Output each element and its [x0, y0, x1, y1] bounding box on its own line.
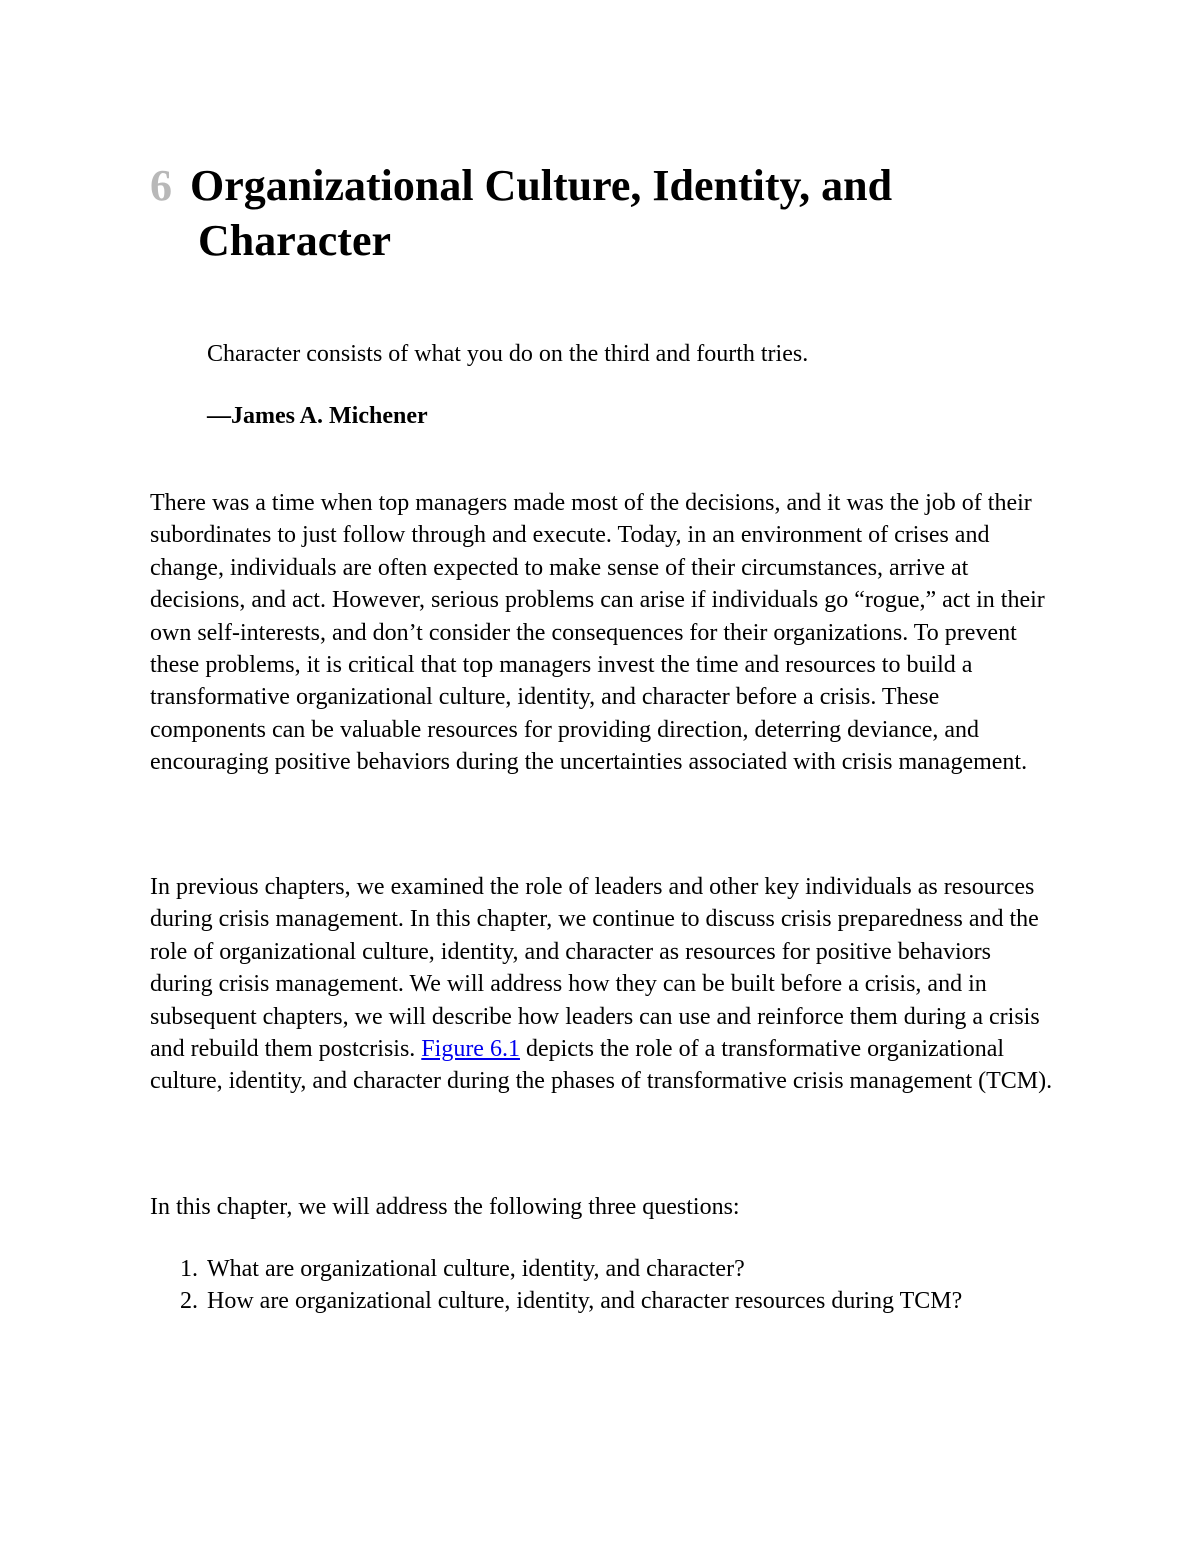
question-list [150, 1253, 1030, 1318]
chapter-title-line1: Organizational Culture, Identity, and [190, 161, 893, 210]
list-item-number: 2. [180, 1288, 198, 1315]
list-item [150, 1253, 1030, 1285]
paragraph-2-text-before-link: In previous chapters, we examined the role of leaders and other key individuals as resources during crisis management. In this chapter, we continue to discuss crisis preparedness and the role of organizational culture, identity, and character as resources for positive behaviors during crisis management. We will address how they can be built before a crisis, and in subsequent chapters, we will describe how leaders can use and reinforce them during a crisis and rebuild them postcrisis. [150, 874, 1040, 1063]
figure-6-1-link[interactable]: Figure 6.1 [421, 1036, 520, 1063]
list-item-text: What are organizational culture, identity, and character? [207, 1256, 745, 1282]
body-paragraph-2 [150, 871, 1055, 1098]
epigraph-quote: Character consists of what you do on the third and fourth tries. [207, 341, 809, 367]
chapter-heading [150, 158, 1050, 268]
list-item-number: 1. [180, 1256, 198, 1282]
list-item [150, 1285, 1030, 1317]
paragraph-2-text-after-link: depicts the role of a transformative organizational culture, identity, and character during the phases of transformative crisis management (TCM). [150, 1036, 1053, 1095]
body-paragraph-3: In this chapter, we will address the following three questions: [150, 1194, 740, 1220]
chapter-number: 6 [150, 161, 172, 210]
list-item-text: How are organizational culture, identity, and character resources during TCM? [207, 1288, 963, 1315]
chapter-title-line2: Character [198, 216, 392, 265]
body-paragraph-1: There was a time when top managers made most of the decisions, and it was the job of their subordinates to just follow through and execute. Today, in an environment of crises and change, individuals are often expected to make sense of their circumstances, arrive at decisions, and act. However, serious problems can arise if individuals go “rogue,” act in their own self-interests, and don’t consider the consequences for their organizations. To prevent these problems, it is critical that top managers invest the time and resources to build a transformative organizational culture, identity, and character before a crisis. These components can be valuable resources for providing direction, deterring deviance, and encouraging positive behaviors during the uncertainties associated with crisis management. [150, 490, 1045, 776]
epigraph-attribution: —James A. Michener [207, 403, 428, 429]
